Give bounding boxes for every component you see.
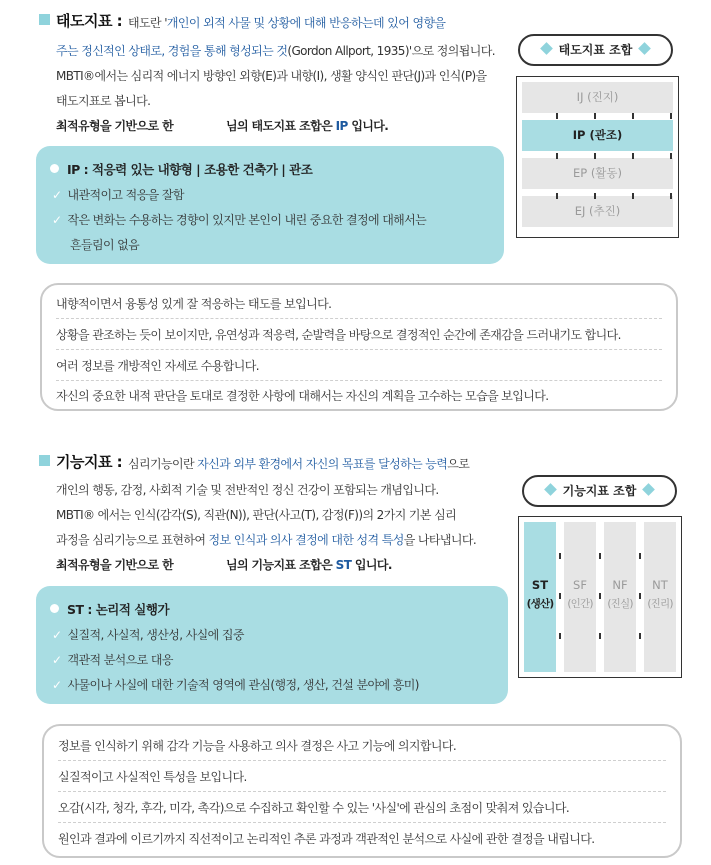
function-notes-box: [42, 724, 682, 858]
function-note: 실질적이고 사실적인 특성을 보입니다.: [58, 768, 666, 792]
intro-text: 태도지표로 봅니다.: [56, 94, 151, 108]
check-icon: ✓: [52, 653, 62, 667]
function-result-line: [226, 556, 392, 573]
function-note: 정보를 인식하기 위해 감각 기능을 사용하고 의사 결정은 사고 기능에 의지합니다.: [58, 737, 666, 761]
intro-text: 심리기능이란: [128, 457, 198, 471]
attitude-bullet: ✓ 내관적이고 적응을 잘함: [52, 188, 184, 202]
attitude-result-prefix: 최적유형을 기반으로 한: [56, 119, 174, 133]
function-combo-name: (생산): [526, 598, 554, 610]
attitude-panel-title: 태도지표 조합: [518, 34, 673, 66]
function-intro-line: [128, 455, 469, 472]
function-combo-cell: [524, 522, 556, 672]
function-bullet: ✓ 실질적, 사실적, 생산성, 사실에 집중: [52, 628, 244, 642]
check-icon: ✓: [52, 678, 62, 692]
frame-tick: [559, 633, 561, 639]
frame-tick: [670, 153, 672, 159]
attitude-notes-box: [40, 283, 678, 411]
function-intro-line: [56, 531, 476, 548]
frame-tick: [599, 633, 601, 639]
check-icon: ✓: [52, 213, 62, 227]
function-heading-marker: [39, 455, 50, 466]
attitude-intro-line: [56, 42, 495, 59]
function-combo-name: (인간): [567, 598, 593, 610]
function-bullet: ✓ 사물이나 사실에 대한 기술적 영역에 관심(행정, 생산, 건설 분야에 흥미): [52, 678, 419, 692]
attitude-combo-cell: IJ (진지): [522, 82, 673, 113]
frame-tick: [594, 153, 596, 159]
function-combo-cell: [644, 522, 676, 672]
attitude-combo-cell: EP (활동): [522, 158, 673, 189]
frame-tick: [599, 553, 601, 559]
function-intro-line: [56, 481, 439, 498]
check-icon: ✓: [52, 628, 62, 642]
function-summary-title: ST : 논리적 실행가: [67, 602, 170, 617]
highlight-text: 주는 정신적인 상태로, 경험을 통해 형성되는 것: [56, 44, 288, 58]
function-bullet: ✓ 객관적 분석으로 대응: [52, 653, 173, 667]
function-intro-line: [56, 506, 456, 523]
diamond-icon: [642, 483, 655, 496]
function-result-prefix: 최적유형을 기반으로 한: [56, 558, 174, 572]
diamond-icon: [540, 42, 553, 55]
attitude-heading-marker: [39, 14, 50, 25]
function-combo-code: ST: [531, 578, 549, 592]
frame-tick: [639, 633, 641, 639]
diamond-icon: [544, 483, 557, 496]
intro-text: 태도란 ': [128, 16, 167, 30]
frame-tick: [670, 113, 672, 119]
function-combo-code: SF: [573, 578, 587, 592]
frame-tick: [559, 593, 561, 599]
frame-tick: [556, 153, 558, 159]
bullet-dot-icon: [50, 164, 59, 173]
attitude-result-value: IP: [335, 119, 348, 133]
attitude-note: 여러 정보를 개방적인 자세로 수용합니다.: [56, 357, 662, 381]
function-combo-cell: [604, 522, 636, 672]
frame-tick: [594, 113, 596, 119]
frame-tick: [639, 593, 641, 599]
function-combo-code: NT: [652, 578, 668, 592]
intro-text: MBTI®에서는 심리적 에너지 방향인 외향(E)과 내향(I), 생활 양식인 판단(J)과 인식(P)을: [56, 69, 487, 83]
attitude-note: 자신의 중요한 내적 판단을 토대로 결정한 사항에 대해서는 자신의 계획을 고수하는 모습을 보입니다.: [56, 389, 549, 403]
check-icon: ✓: [52, 188, 62, 202]
function-result-value: ST: [335, 558, 352, 572]
attitude-note: 상황을 관조하는 듯이 보이지만, 유연성과 적응력, 순발력을 바탕으로 결정적인 순간에 존재감을 드러내기도 합니다.: [56, 326, 662, 350]
intro-text: 으로: [447, 457, 470, 471]
attitude-summary-title: IP : 적응력 있는 내향형 | 조용한 건축가 | 관조: [67, 162, 313, 177]
function-note: 원인과 결과에 이르기까지 직선적이고 논리적인 추론 과정과 객관적인 분석으로 사실에 관한 결정을 내립니다.: [58, 832, 595, 846]
frame-tick: [632, 153, 634, 159]
attitude-heading: 태도지표 :: [56, 12, 123, 30]
intro-text: 과정을 심리기능으로 표현하여: [56, 533, 209, 547]
attitude-result-line: [226, 117, 388, 134]
attitude-combo-cell: IP (관조): [522, 120, 673, 151]
frame-tick: [556, 193, 558, 199]
highlight-text: 개인이 외적 사물 및 상황에 대해 반응하는데 있어 영향을: [166, 16, 446, 30]
highlight-text: 정보 인식과 의사 결정에 대한 성격 특성: [208, 533, 404, 547]
diamond-icon: [638, 42, 651, 55]
function-summary-title-row: [50, 600, 169, 618]
attitude-summary-title-row: [50, 160, 312, 178]
attitude-intro-line: [128, 14, 445, 31]
frame-tick: [556, 113, 558, 119]
frame-tick: [632, 113, 634, 119]
function-panel-title: 기능지표 조합: [522, 475, 677, 507]
attitude-note: 내향적이면서 융통성 있게 잘 적응하는 태도를 보입니다.: [56, 295, 662, 319]
frame-tick: [632, 193, 634, 199]
attitude-intro-line: [56, 67, 487, 84]
attitude-bullet: ✓ 작은 변화는 수용하는 경향이 있지만 본인이 내린 중요한 결정에 대해서는: [52, 213, 427, 227]
function-combo-name: (진리): [647, 598, 673, 610]
function-heading: 기능지표 :: [56, 453, 123, 471]
frame-tick: [559, 553, 561, 559]
bullet-dot-icon: [50, 604, 59, 613]
highlight-text: 자신과 외부 환경에서 자신의 목표를 달성하는 능력: [197, 457, 448, 471]
frame-tick: [670, 193, 672, 199]
function-result-suffix: 님의 기능지표 조합은: [226, 558, 333, 572]
function-combo-code: NF: [612, 578, 628, 592]
frame-tick: [599, 593, 601, 599]
function-note: 오감(시각, 청각, 후각, 미각, 촉각)으로 수집하고 확인할 수 있는 '사실'에 관심의 초점이 맞춰져 있습니다.: [58, 799, 666, 823]
function-result-end: 입니다.: [354, 558, 392, 572]
frame-tick: [639, 553, 641, 559]
attitude-intro-line: [56, 92, 150, 109]
function-combo-cell: [564, 522, 596, 672]
intro-text: 개인의 행동, 감정, 사회적 기술 및 전반적인 정신 건강이 포함되는 개념입니다.: [56, 483, 439, 497]
intro-text: (Gordon Allport, 1935)'으로 정의됩니다.: [287, 44, 495, 58]
intro-text: MBTI® 에서는 인식(감각(S), 직관(N)), 판단(사고(T), 감정(F))의 2가지 기본 심리: [56, 508, 457, 522]
frame-tick: [594, 193, 596, 199]
function-combo-name: (진실): [607, 598, 633, 610]
attitude-result-end: 입니다.: [351, 119, 389, 133]
attitude-result-suffix: 님의 태도지표 조합은: [226, 119, 333, 133]
attitude-combo-cell: EJ (추진): [522, 196, 673, 227]
attitude-bullet-continued: 흔들림이 없음: [70, 238, 140, 252]
intro-text: 을 나타냅니다.: [403, 533, 477, 547]
